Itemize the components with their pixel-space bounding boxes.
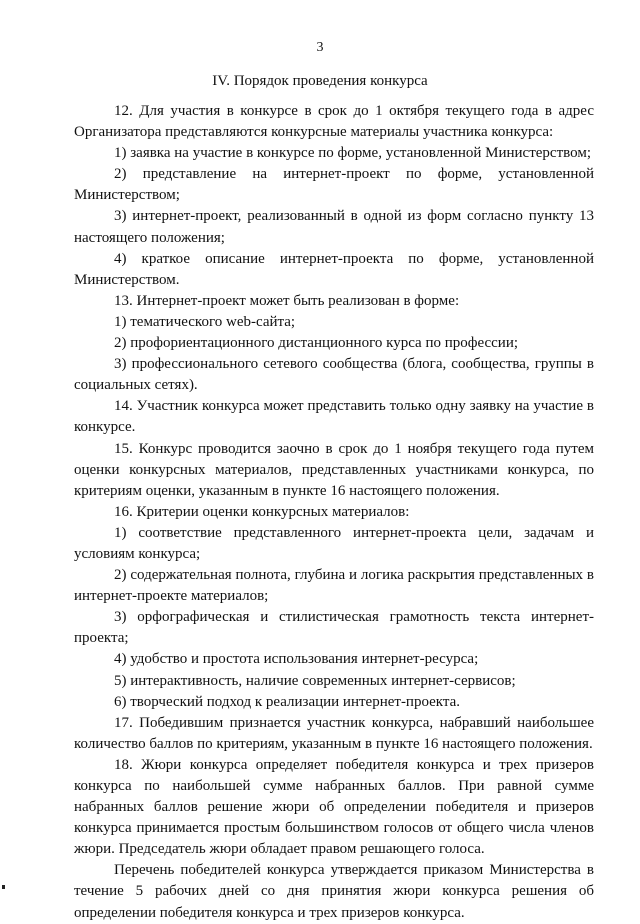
paragraph-14: 14. Участник конкурса может представить только одну заявку на участие в конкурсе.: [74, 398, 594, 436]
list-item-16-3: 3) орфографическая и стилистическая грамотность текста интернет-проекта;: [74, 609, 594, 647]
list-item-12-3: 3) интернет-проект, реализованный в одной из форм согласно пункту 13 настоящего положения;: [74, 208, 594, 246]
paragraph-17: 17. Победившим признается участник конкурса, набравший наибольшее количество баллов по критериям, указанным в пункте 16 настоящего положения.: [74, 714, 594, 752]
section-title: IV. Порядок проведения конкурса: [212, 73, 428, 89]
list-item-13-1: 1) тематического web-сайта;: [114, 313, 296, 330]
list-item-13-3: 3) профессионального сетевого сообщества (блога, сообщества, группы в социальных сетях).: [74, 356, 594, 394]
list-item-16-4: 4) удобство и простота использования интернет-ресурса;: [114, 651, 479, 668]
list-item-16-6: 6) творческий подход к реализации интернет-проекта.: [114, 693, 461, 710]
scan-artifact: [2, 885, 5, 889]
list-item-12-1: 1) заявка на участие в конкурсе по форме, установленной Министерством;: [114, 145, 591, 162]
document-body: [74, 101, 594, 924]
list-item-12-2: 2) представление на интернет-проект по форме, установленной Министерством;: [74, 166, 594, 204]
page-number: 3: [316, 40, 324, 55]
paragraph-winners-list: Перечень победителей конкурса утверждается приказом Министерства в течение 5 рабочих дней со дня принятия жюри конкурса решения об определении победителя конкурса и трех призеров конкурса.: [74, 862, 594, 921]
paragraph-16: 16. Критерии оценки конкурсных материалов:: [114, 503, 410, 520]
list-item-16-1: 1) соответствие представленного интернет-проекта цели, задачам и условиям конкурса;: [74, 524, 594, 562]
list-item-12-4: 4) краткое описание интернет-проекта по форме, установленной Министерством.: [74, 250, 594, 288]
paragraph-18: 18. Жюри конкурса определяет победителя конкурса и трех призеров конкурса по наибольшей сумме набранных баллов. При равной сумме набранных баллов решение жюри об определении победителя и призеров конкурса принимается простым большинством голосов от общего числа членов жюри. Председатель жюри обладает правом решающего голоса.: [74, 756, 594, 858]
paragraph-13: 13. Интернет-проект может быть реализован в форме:: [114, 292, 460, 309]
paragraph-15: 15. Конкурс проводится заочно в срок до 1 ноября текущего года путем оценки конкурсных материалов, представленных участниками конкурса, по критериям оценки, указанным в пункте 16 настоящего положения.: [74, 440, 594, 499]
list-item-16-2: 2) содержательная полнота, глубина и логика раскрытия представленных в интернет-проекте материалов;: [74, 567, 594, 605]
list-item-13-2: 2) профориентационного дистанционного курса по профессии;: [114, 335, 519, 352]
list-item-16-5: 5) интерактивность, наличие современных интернет-сервисов;: [114, 672, 516, 689]
paragraph-12: 12. Для участия в конкурсе в срок до 1 октября текущего года в адрес Организатора представляются конкурсные материалы участника конкурса:: [74, 103, 594, 141]
